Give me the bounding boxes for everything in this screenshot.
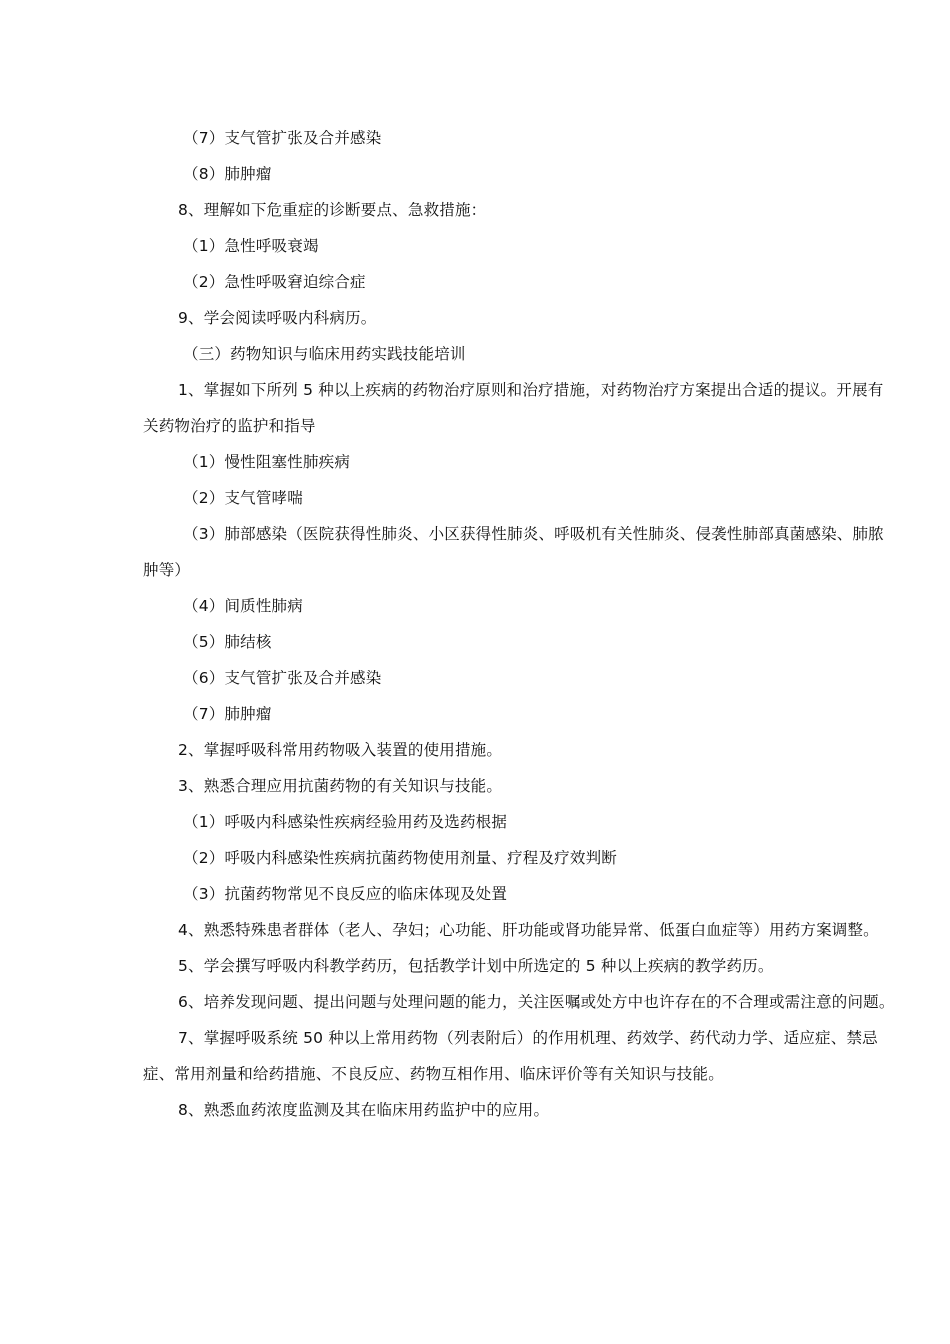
document-body [143, 120, 895, 1128]
numbered-paragraph: 2、掌握呼吸科常用药物吸入装置的使用措施。 [178, 741, 503, 759]
numbered-paragraph: 1、掌握如下所列 5 种以上疾病的药物治疗原则和治疗措施，对药物治疗方案提出合适的提议。开展有关药物治疗的监护和指导 [143, 381, 884, 435]
numbered-paragraph: 7、掌握呼吸系统 50 种以上常用药物（列表附后）的作用机理、药效学、药代动力学、适应症、禁忌症、常用剂量和给药措施、不良反应、药物互相作用、临床评价等有关知识与技能。 [143, 1029, 878, 1083]
numbered-paragraph: 9、学会阅读呼吸内科病历。 [178, 309, 377, 327]
numbered-paragraph: 4、熟悉特殊患者群体（老人、孕妇；心功能、肝功能或肾功能异常、低蛋白血症等）用药方案调整。 [178, 921, 879, 939]
list-item: （3）肺部感染（医院获得性肺炎、小区获得性肺炎、呼吸机有关性肺炎、侵袭性肺部真菌感染、肺脓肿等） [143, 525, 884, 579]
numbered-paragraph: 8、理解如下危重症的诊断要点、急救措施： [178, 201, 487, 219]
numbered-paragraph: 5、学会撰写呼吸内科教学药历，包括教学计划中所选定的 5 种以上疾病的教学药历。 [178, 957, 774, 975]
list-item: （2）急性呼吸窘迫综合症 [183, 273, 366, 291]
list-item: （2）呼吸内科感染性疾病抗菌药物使用剂量、疗程及疗效判断 [183, 849, 617, 867]
list-item: （7）支气管扩张及合并感染 [183, 129, 382, 147]
numbered-paragraph: 8、熟悉血药浓度监测及其在临床用药监护中的应用。 [178, 1101, 550, 1119]
list-item: （5）肺结核 [183, 633, 272, 651]
list-item: （1）急性呼吸衰竭 [183, 237, 319, 255]
list-item: （4）间质性肺病 [183, 597, 303, 615]
list-item: （7）肺肿瘤 [183, 705, 272, 723]
list-item: （1）慢性阻塞性肺疾病 [183, 453, 351, 471]
list-item: （2）支气管哮喘 [183, 489, 303, 507]
list-item: （6）支气管扩张及合并感染 [183, 669, 382, 687]
numbered-paragraph: 3、熟悉合理应用抗菌药物的有关知识与技能。 [178, 777, 503, 795]
section-heading: （三）药物知识与临床用药实践技能培训 [183, 345, 466, 363]
numbered-paragraph: 6、培养发现问题、提出问题与处理问题的能力，关注医嘱或处方中也许存在的不合理或需注意的问题。 [178, 993, 895, 1011]
list-item: （8）肺肿瘤 [183, 165, 272, 183]
list-item: （3）抗菌药物常见不良反应的临床体现及处置 [183, 885, 508, 903]
list-item: （1）呼吸内科感染性疾病经验用药及选药根据 [183, 813, 508, 831]
